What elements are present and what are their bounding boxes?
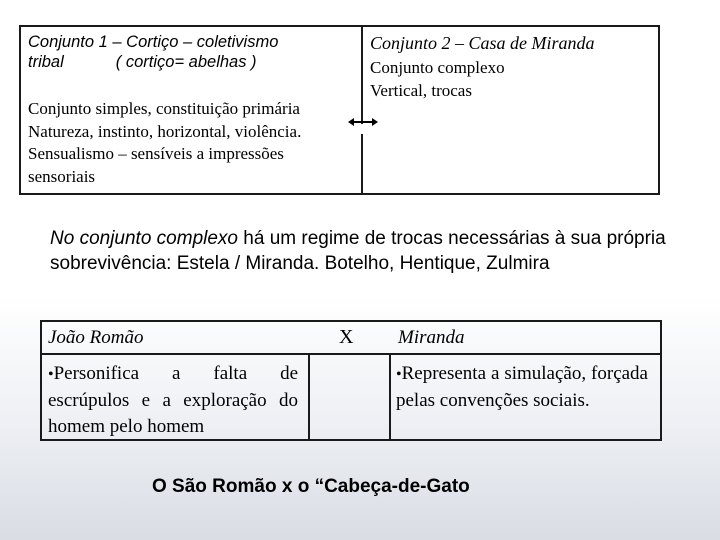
- miranda-text: Representa a simulação, forçada pelas convenções sociais.: [396, 363, 648, 411]
- top-table-divider: [361, 25, 363, 195]
- miranda-description: [396, 361, 648, 414]
- conjunto-1-title-line1: Conjunto 1 – Cortiço – coletivismo: [28, 33, 279, 51]
- joao-romao-description: [48, 361, 298, 440]
- bullet-icon: •: [48, 366, 54, 383]
- joao-romao-text: Personifica a falta de escrúpulos e a exploração do homem pelo homem: [48, 363, 298, 437]
- joao-romao-header: João Romão: [48, 327, 144, 348]
- comparison-divider-left: [308, 353, 310, 441]
- complex-set-note: [50, 226, 680, 276]
- conjunto-1-title: [28, 32, 358, 72]
- note-emphasis: No conjunto complexo: [50, 228, 238, 249]
- conjunto-1-line: Sensualismo – sensíveis a impressões: [28, 144, 284, 163]
- miranda-header: Miranda: [398, 327, 465, 348]
- conjunto-2-line: Vertical, trocas: [370, 81, 472, 100]
- comparison-divider-right: [389, 353, 391, 441]
- conjunto-1-line: Natureza, instinto, horizontal, violência.: [28, 121, 302, 141]
- bullet-icon: •: [396, 366, 402, 383]
- double-arrow-icon: [347, 113, 379, 135]
- versus-mark: X: [339, 326, 354, 348]
- conjunto-2-line: Conjunto complexo: [370, 58, 505, 77]
- conjunto-1-description: [28, 98, 358, 188]
- conjunto-2-title: Conjunto 2 – Casa de Miranda: [370, 33, 595, 53]
- conjunto-1-line: Conjunto simples, constituição primária: [28, 99, 300, 118]
- conjunto-1-line: sensoriais: [28, 166, 96, 186]
- conjunto-1-title-line2: tribal ( cortiço= abelhas ): [28, 53, 257, 71]
- note-text: há um regime de trocas necessárias à sua própria sobrevivência: Estela / Miranda. Botelho, Hentique, Zulmira: [50, 228, 666, 274]
- conjunto-2-description: [370, 56, 655, 102]
- slide-caption: O São Romão x o “Cabeça-de-Gato: [152, 476, 470, 497]
